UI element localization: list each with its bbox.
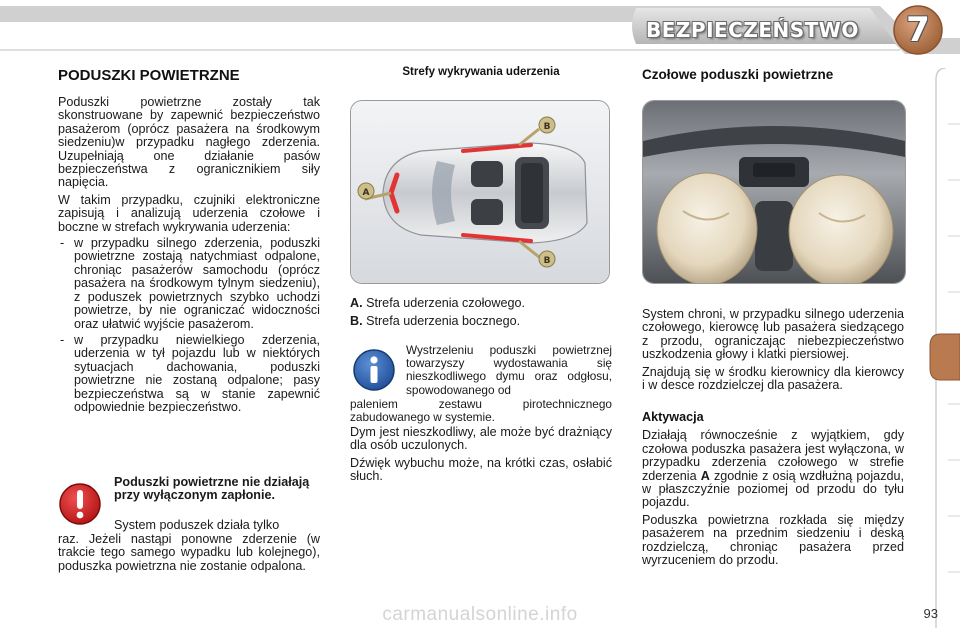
page-number: 93 (923, 606, 938, 621)
legend-item-b (350, 312, 612, 330)
info-icon (352, 348, 396, 392)
exclamation-warning-icon (58, 482, 102, 526)
list-item: - w przypadku silnego zderzenia, poduszki powietrzne zostają natychmiast odpalone, chroniąc pasażerów samochodu (oprócz pasażera na środkowym tylnym siedzeniu), z poduszek powietrznych szybko uchodzi powietrze, by nie ograniczać widoczności oraz ułatwić wyjście pasażerom. (58, 237, 320, 331)
activation-text: Działają równocześnie z wyjątkiem, gdy czołowa poduszka pasażera jest wyłączona, w przypadku zderzenia czołowego w strefie zderzenia (642, 428, 904, 483)
legend-text: Strefa uderzenia bocznego. (366, 314, 521, 328)
sound-paragraph: Dźwięk wybuchu może, na krótki czas, osłabić słuch. (350, 455, 612, 484)
activation-paragraph (642, 429, 904, 509)
impact-zones-title: Strefy wykrywania uderzenia (402, 66, 560, 78)
watermark: carmanualsonline.info (382, 604, 578, 625)
legend-item-a (350, 294, 612, 312)
front-protection-paragraph: System chroni, w przypadku silnego uderzenia czołowego, kierowcę lub pasażera siedzącego z przodu, ograniczając niebezpieczeństwo uszkodzenia głowy i klatki piersiowej. (642, 307, 904, 362)
chapter-header (0, 0, 960, 62)
sensor-paragraph: W takim przypadku, czujniki elektroniczne zapisują i analizują uderzenia czołowe i boczne w strefach wykrywania uderzenia: (58, 192, 320, 234)
warning-text: raz. Jeżeli nastąpi ponowne zderzenie (w trakcie tego samego wypadku lub kolejnego), poduszka powietrzna nie zostanie odpalona. (58, 532, 320, 573)
legend-text: Strefa uderzenia czołowego. (366, 296, 526, 310)
smoke-paragraph: Dym jest nieszkodliwy, ale może być drażniący dla osób uczulonych. (350, 425, 612, 453)
zones-legend (350, 294, 612, 330)
chapter-title: BEZPIECZEŃSTWO (646, 18, 859, 42)
activation-zone-key: A (700, 468, 710, 483)
front-airbags-title: Czołowe poduszki powietrzne (642, 67, 834, 82)
info-text: paleniem zestawu pirotechnicznego zabudowanego w systemie. (350, 397, 612, 425)
zone-label-a: A (362, 188, 370, 198)
list-item: - w przypadku niewielkiego zderzenia, uderzenia w tył pojazdu lub w niektórych sytuacjach dachowania, poduszki powietrzne nie zostaną odpalone; pasy bezpieczeństwa są w stanie zapewnić odpowiednie bezpieczeństwo. (58, 334, 320, 414)
impact-zones-diagram (350, 100, 610, 284)
warning-text-indent: System poduszek działa tylko (114, 518, 280, 532)
location-paragraph: Znajdują się w środku kierownicy dla kierowcy i w desce rozdzielczej dla pasażera. (642, 364, 904, 393)
section-title-airbags: PODUSZKI POWIETRZNE (58, 67, 240, 84)
warning-title: Poduszki powietrzne nie działają przy wyłączonym zapłonie. (114, 475, 310, 503)
zone-label-b-bottom: B (543, 256, 551, 266)
chapter-tabs (926, 68, 960, 628)
deployed-airbags-illustration (643, 101, 905, 283)
car-topview-illustration (351, 101, 609, 283)
smoke-notes (350, 426, 612, 484)
legend-key: A. (350, 296, 363, 310)
deployment-paragraph: Poduszka powietrzna rozkłada się między pasażerem na przednim siedzeniu i deską rozdzielczą, chroniąc pasażera przed wyrzuceniem do przodu. (642, 512, 904, 568)
activation-text-rest: zgodnie z osią wzdłużną pojazdu, w płaszczyźnie poziomej od przodu do tyłu pojazdu. (642, 468, 904, 510)
info-text-indent: Wystrzeleniu poduszki powietrznej towarzyszy wydostawania się nieszkodliwego dymu oraz odgłosu, spowodowanego od (406, 343, 612, 397)
intro-paragraph: Poduszki powietrzne zostały tak skonstruowane by zapewnić bezpieczeństwo pasażerom (oprócz pasażera na środkowym siedzeniu)w przypadku nagłego zderzenia. Uzupełniają one działanie pasów bezpieczeństwa z ogranicznikiem siły napięcia. (58, 95, 320, 190)
activation-heading: Aktywacja (642, 410, 704, 425)
left-column (58, 67, 320, 414)
chapter-number: 7 (906, 10, 930, 50)
legend-key: B. (350, 314, 363, 328)
front-airbags-photo (642, 100, 906, 284)
right-column-text (642, 308, 904, 568)
zone-label-b-top: B (543, 122, 551, 132)
